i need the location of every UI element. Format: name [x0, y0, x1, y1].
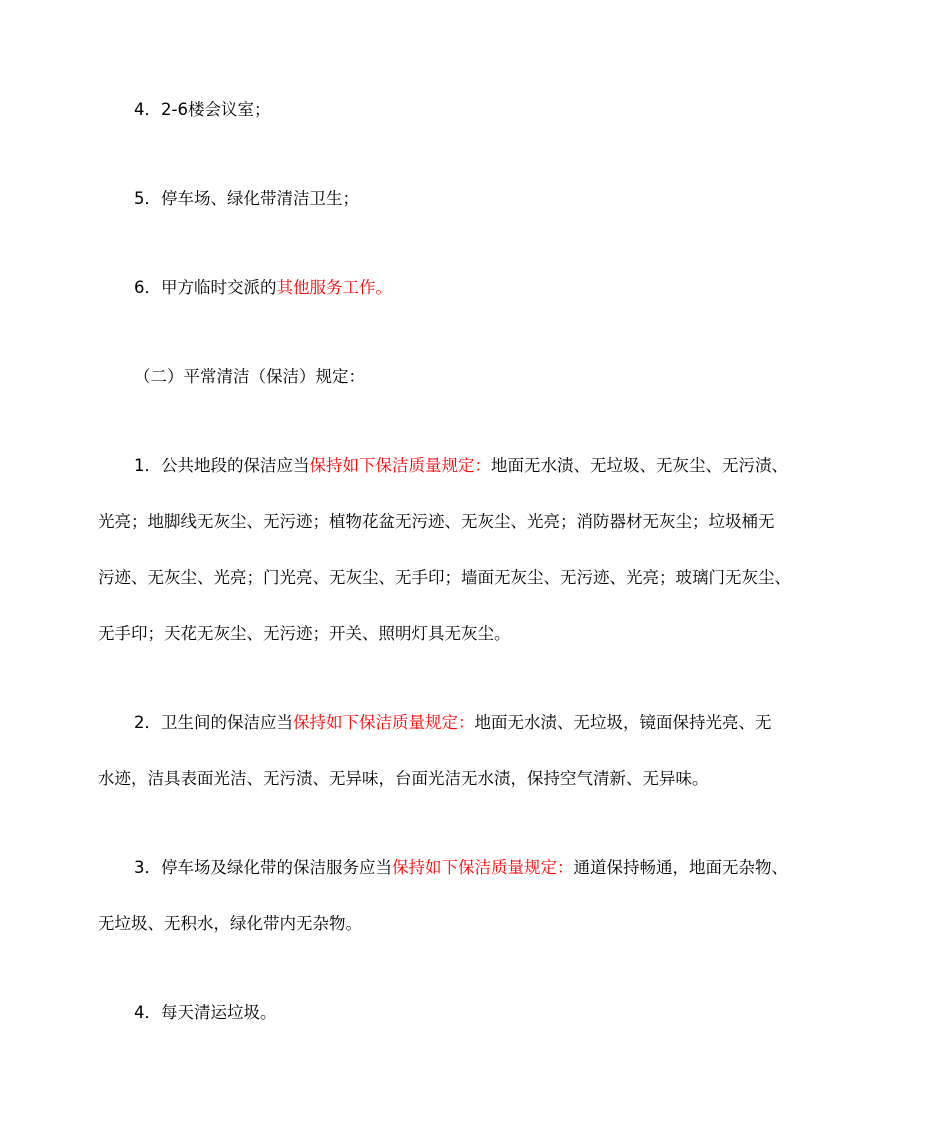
text-run: 无手印；天花无灰尘、无污迹；开关、照明灯具无灰尘。: [98, 624, 511, 643]
text-line: [0, 712, 950, 734]
text-line: [0, 99, 950, 121]
text-run: 光亮；地脚线无灰尘、无污迹；植物花盆无污迹、无灰尘、光亮；消防器材无灰尘；垃圾桶无: [98, 512, 775, 531]
text-run: 3．停车场及绿化带的保洁服务应当: [134, 858, 392, 877]
text-run: 2．卫生间的保洁应当: [134, 713, 293, 732]
text-run: 5．停车场、绿化带清洁卫生；: [134, 189, 359, 208]
text-line: [0, 277, 950, 299]
text-run: 污迹、无灰尘、光亮；门光亮、无灰尘、无手印；墙面无灰尘、无污迹、光亮；玻璃门无灰尘、: [98, 568, 791, 587]
highlighted-text: 保持如下保洁质量规定：: [309, 456, 491, 475]
section-heading: [0, 366, 950, 388]
text-run: 通道保持畅通，地面无杂物、: [573, 858, 788, 877]
text-line: [0, 1002, 950, 1024]
text-line: [0, 768, 950, 790]
text-run: 地面无水渍、无垃圾、无灰尘、无污渍、: [491, 456, 788, 475]
text-line: [0, 567, 950, 589]
text-run: 无垃圾、无积水，绿化带内无杂物。: [98, 914, 362, 933]
text-line: [0, 511, 950, 533]
text-run: 水迹，洁具表面光洁、无污渍、无异味，台面光洁无水渍，保持空气清新、无异味。: [98, 769, 709, 788]
highlighted-text: 保持如下保洁质量规定：: [392, 858, 574, 877]
text-line: [0, 623, 950, 645]
text-run: 4．2-6楼会议室；: [134, 100, 271, 119]
text-line: [0, 857, 950, 879]
highlighted-text: 保持如下保洁质量规定：: [293, 713, 475, 732]
text-run: 6．甲方临时交派的: [134, 278, 277, 297]
text-line: [0, 455, 950, 477]
text-run: 地面无水渍、无垃圾，镜面保持光亮、无: [474, 713, 772, 732]
text-line: [0, 188, 950, 210]
highlighted-text: 其他服务工作。: [276, 278, 392, 297]
text-run: （二）平常清洁（保洁）规定：: [134, 367, 365, 386]
text-run: 4．每天清运垃圾。: [134, 1003, 277, 1022]
text-line: [0, 913, 950, 935]
text-run: 1．公共地段的保洁应当: [134, 456, 310, 475]
